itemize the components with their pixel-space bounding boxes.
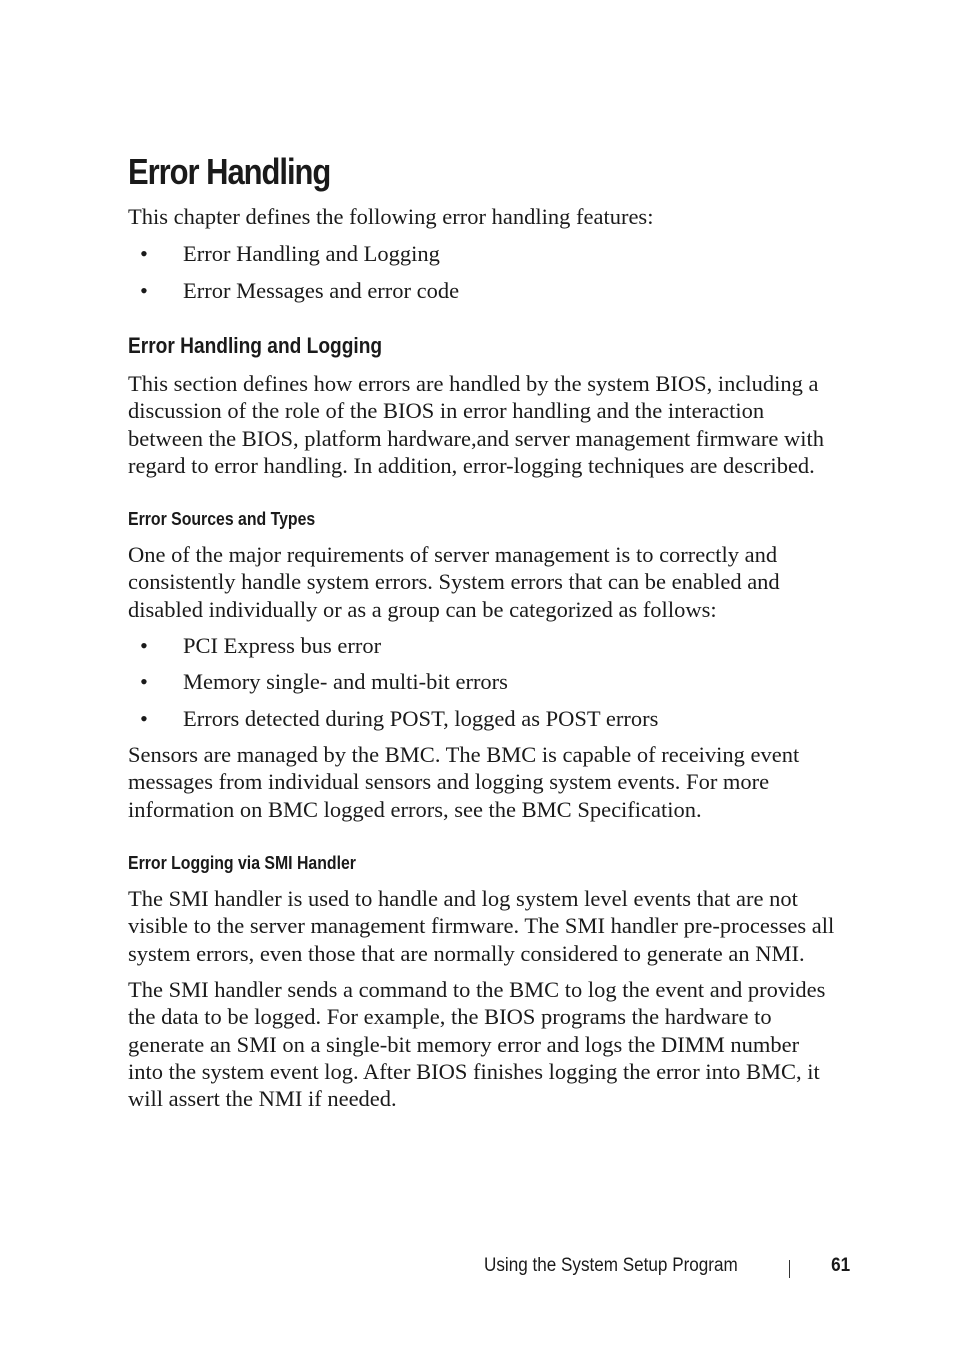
subsection-heading: Error Logging via SMI Handler [128, 853, 356, 873]
bullet-icon: • [140, 633, 148, 658]
footer-title: Using the System Setup Program [484, 1255, 738, 1276]
chapter-intro: This chapter defines the following error handling features: [128, 204, 654, 229]
chapter-title: Error Handling [128, 151, 331, 192]
bullet-icon: • [140, 278, 148, 303]
list-item: • Errors detected during POST, logged as POST errors [140, 706, 659, 731]
list-item: • Memory single- and multi-bit errors [140, 669, 508, 694]
sources-paragraph: One of the major requirements of server management is to correctly and consistently handle system errors. System errors that can be enabled and disabled individually or as a group can be categorized as follows: [128, 542, 780, 622]
list-item: • Error Messages and error code [140, 278, 460, 303]
bullet-icon: • [140, 706, 148, 731]
list-item: • PCI Express bus error [140, 633, 382, 658]
smi-paragraph-1: The SMI handler is used to handle and log system level events that are not visible to the server management firmware. The SMI handler pre-processes all system errors, even those that are normally considered to generate an NMI. [128, 886, 835, 966]
page-footer [484, 1255, 850, 1283]
sensors-paragraph: Sensors are managed by the BMC. The BMC is capable of receiving event messages from individual sensors and logging system events. For more information on BMC logged errors, see the BMC Specification. [128, 742, 800, 822]
subsection-heading: Error Sources and Types [128, 509, 316, 529]
footer-divider [789, 1260, 790, 1278]
bullet-icon: • [140, 241, 148, 266]
section-heading: Error Handling and Logging [128, 333, 383, 358]
list-item: • Error Handling and Logging [140, 241, 440, 266]
section-paragraph: This section defines how errors are handled by the system BIOS, including a discussion of the role of the BIOS in error handling and the interaction between the BIOS, platform hardware,and server management firmware with regard to error handling. In addition, error-logging techniques are described. [128, 371, 824, 478]
smi-paragraph-2: The SMI handler sends a command to the BMC to log the event and provides the data to be logged. For example, the BIOS programs the hardware to generate an SMI on a single-bit memory error and logs the DIMM number into the system event log. After BIOS finishes logging the error into BMC, it will assert the NMI if needed. [128, 977, 826, 1112]
page-number: 61 [830, 1255, 850, 1276]
bullet-icon: • [140, 669, 148, 694]
